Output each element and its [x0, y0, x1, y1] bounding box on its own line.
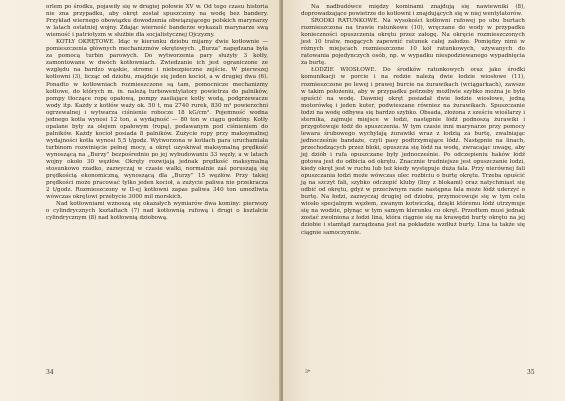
- right-page-text: [301, 4, 525, 237]
- left-page-text: [46, 4, 268, 222]
- left-page-number: 34: [46, 369, 54, 376]
- left-paragraph-3: Nad kotłowniami wznoszą się okazałych wymiarów dwa kominy: pierwszy o cylindrycznych kształtach (7) nad kotłownią rufową i drugi o kształcie cylindrycznym (8) nad kotłownią dziobową.: [46, 201, 268, 222]
- right-paragraph-3: ŁODZIE WIOSŁOWE. Do środków ratunkowych oraz jako środki komunikacji w porcie i na redzie należą dwie łodzie wiosłowe (11), rozmieszczone po lewej i prawej burcie na żurawikach (wciągarkach), zawsze w takim położeniu, aby w przypadku potrzeby możliwie szybko można je było spuścić na wodę. Dawniej okręt posiadał dwie łodzie wiosłowe, jedną motorówkę i jeden kuter, podwieszane równiez na żurawikach. Spuszczanie łodzi na wodę odbywa się bardzo szybko. Obsada, złożona z sześciu wioślarzy i sternika, zajmuje miejsce w łodzi, następnie łódź podnoszą żurawiki i przygotowuje łódź do spuszczenia. W tym czasie inni marynarze przy pomocy lewara śrubowego wychylają żurawiki wraz z łodzią za burtę, zwalniając jednocześnie bandaże, czyli pasy podtrzymujące łódź. Następnie na linach, przechodzących przez bloki, opuszcza się łódź na wodę, zwracając uwagę, aby jej dziób i rufa opuszczane były jednocześnie. Po odczepieniu haków łódź gotowa jest do odbicia od okrętu. Znacznie trudniejsze jest opuszczanie łodzi, kiedy okręt jest w ruchu lub też kiedy występuje duża fala. Przy nierównej fali opuszczania łodzi może wówczas ulec rozbiciu o burtę okrętu. Trzeba opuścić ją na szczyt fali, szybko odczepić kluby (liny z blokami) oraz natychmiast się odbić od okrętu, gdyż w przeciwnym razie następna fala może łódź uderzyć o burtę. Na łodzi, zazwyczaj drugiej od dziobu, przymocowuje się w tym celu wiosło specjalnym węzłem, zwanym kotwiczką, dzięki któremu łódź utrzymuje się na wodzie, płynąc w tym samym kierunku co okręt. Przedtem musi jednak zostać zwolniona z łodzi lina, która ciągnie się na krawędzi burty okrętu na jej dziobie i stamtąd zarządzana jest na pokładzie wzdłuż burty. Lina ta także się ciągnie samoczynnie.: [301, 67, 525, 236]
- right-paragraph-1: Na nadbudówce między kominami znajdują się nawiewniki (8), doprowadzające powietrze do kotłowni i znajdujących się w niej wentylatorów.: [301, 4, 525, 18]
- signature-mark: 3*: [305, 370, 311, 375]
- right-page-number: 35: [527, 369, 535, 376]
- left-paragraph-1: orlem po środku, pojawiły się w drugiej połowie XV w. Od tego czasu historia nie zna przypadku, aby okręt został spuszczony na wodę bez bandery. Przykład wiernego obowiązku dowodzenia obwiązującego polskich marynarzy w latach ostatniej wojny. Zdając wierność banderze wykazali marynarze swą wiemość i patriotyzm w służbie dla socjalistycznej Ojczyzny.: [46, 4, 268, 39]
- left-paragraph-2: KOTŁY OKRĘTOWE. Idąc w kierunku dziobu mijamy dwie kotłownie — pomieszczenia głównych mechanizmów okrętowych. „Burza” napędzana była za pomocą turbin parowych. Do wytworzenia pary służyły 3 kotły, zamontowane w dwóch kotłowniach. Zwiedzanie ich jest ograniczone ze względu na bardzo wąskie, strome i niebezpieczne zejście. W pierwszej kotłowni (3), licząc od dziobu, znajduje się jeden kocioł, a w drugiej dwa (6). Ponadto w kotłowniach rozmieszczone są tam, pomocnicze mechanizmy kotłowe, do których m. in. należą turbowentylatory powietrza do palników, pompy tłoczące ropę opałową, pompy zasilające kotły wodą, podgrzewacze wody itp. Każdy z kotłów waży ok. 50 t, ma 2740 rurek, 830 m² powierzchni ogrzewalnej i wytwarza ciśnienie robocze 18 kG/cm². Pojemność wodna jednego kotła wynosi 12 ton, a wydajność — 80 ton w ciągu godziny. Kotły opalane były za olejem opałowym (ropą), podawanym pod ciśnieniem do palników. Każdy kocioł posiada 8 palników. Zużycie ropy przy maksymalnej wydajności kotła wynosi 5,5 t/godz. Wytworzona w kotłach para uruchamiała turbinom rozwinięcie pełnej mocy, a okręt uzyskiwał maksymalną prędkość wynoszącą na „Burzy” bezpośrednio po jej wybudowaniu 33 węzły, a w latach wojny około 30 węzłów. Okręty rozwijają jednak prędkość maksymalną stosunkowo rzadko, zazwyczaj w czasie walki, normalnie zaś poruszają się prędkością ekonomiczną, wynoszącą dla „Burzy” 15 węzłów. Przy takiej prędkości może pracować tylko jeden kocioł, a zużycie paliwa nie przekracza 2 t/godz. Rozmieszczony w II-ej kotłowni zapas paliwa 340 ton umożliwia wówczas okrętowi przebycie 3000 mil morskich.: [46, 39, 268, 201]
- right-page: [283, 0, 565, 401]
- right-paragraph-2: ŚRODKI RATUNKOWE. Na wysokości kotłowni rufowej po obu burtach rozmieszczona na trawie ratunkowe (10), wręczane do wody w przypadku konieczności opuszczenia okrętu przez załogę. Na okręcie rozmieszczonych jest 10 tratw, mogących zapewnić ratunek całej załodze. Pomiędzy nimi w różnych miejscach rozmieszczone 10 kół ratunkowych, używanych do ratowania pojedynczych osób, np. w wypadku niespodziewanego wypadnięcia za burtę.: [301, 18, 525, 67]
- left-page: [0, 0, 281, 401]
